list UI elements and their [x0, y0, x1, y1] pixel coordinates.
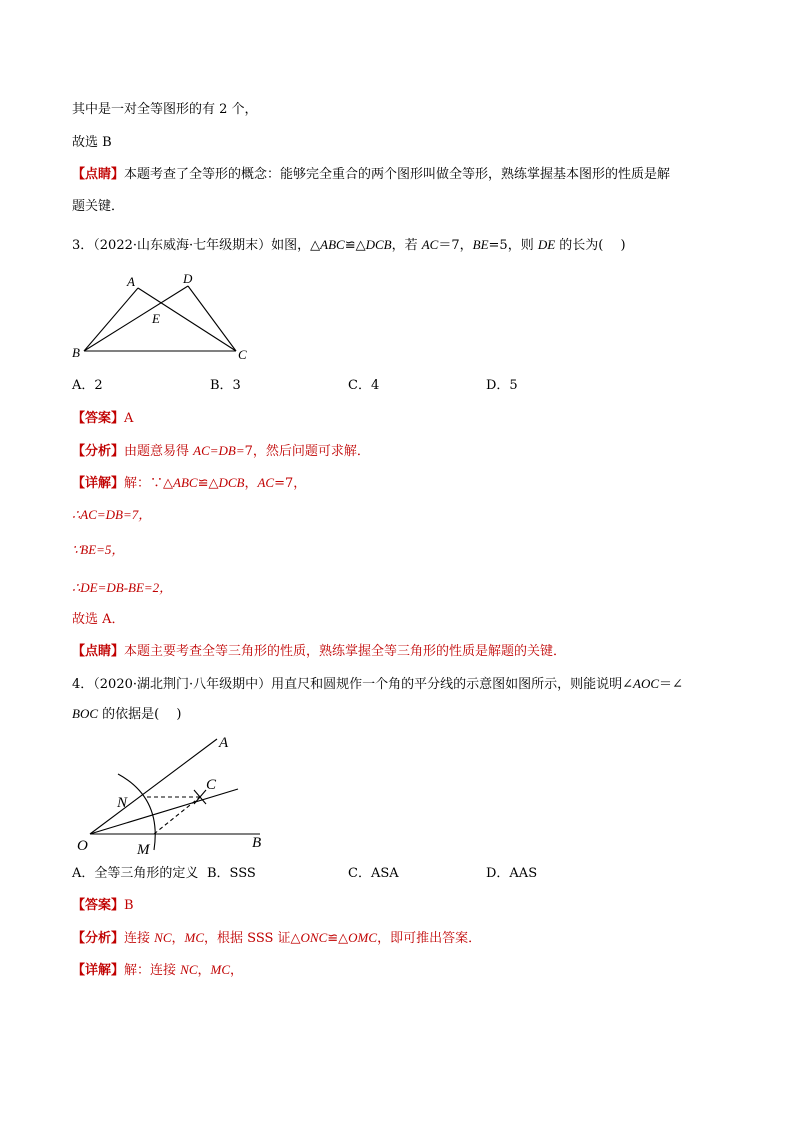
- detail-text: ，: [197, 963, 211, 978]
- math-var: NC: [154, 930, 172, 945]
- text-line: 故选 B: [72, 135, 112, 150]
- question-3-stem: [72, 236, 626, 255]
- segment-ba: [84, 288, 138, 351]
- stem-text: ，若: [391, 238, 422, 253]
- math-var: ABC: [173, 475, 198, 490]
- detail-text: 解：∵△: [124, 476, 174, 491]
- text-line: 其中是一对全等图形的有 2 个，: [72, 102, 258, 117]
- stem-text: 的依据是( ): [98, 707, 182, 722]
- analysis-tag: 【分析】: [72, 444, 125, 459]
- detail-text: =7，: [274, 476, 307, 491]
- solution-step: ∴DE=DB-BE=2，: [72, 580, 173, 595]
- answer-tag: 【答案】: [72, 411, 125, 426]
- math-var: DE: [537, 237, 556, 252]
- math-var: BE: [472, 237, 489, 252]
- stem-text: 用直尺和圆规作一个角的平分线的示意图如图所示，则能说明∠: [271, 677, 634, 692]
- triangle-figure: [60, 262, 260, 362]
- tip-text: 本题考查了全等形的概念：能够完全重合的两个图形叫做全等形，熟练掌握基本图形的性质是解: [124, 167, 671, 182]
- option-c[interactable]: C．ASA: [348, 866, 399, 881]
- analysis-text: 7，然后问题可求解．: [244, 444, 370, 459]
- math-var: NC: [180, 962, 198, 977]
- question-4-stem: [72, 675, 683, 694]
- analysis-text: ，即可推出答案．: [377, 931, 482, 946]
- tip-paragraph: [72, 166, 670, 184]
- segment-cd: [188, 286, 236, 351]
- label-n: N: [117, 795, 128, 811]
- option-d[interactable]: D．5: [486, 378, 518, 393]
- analysis-text: ，: [171, 931, 185, 946]
- tip-tag: 【点睛】: [72, 167, 125, 182]
- stem-text: ＝7，: [438, 238, 473, 253]
- detail-line: [72, 961, 243, 980]
- math-var: OMC: [348, 930, 378, 945]
- label-m: M: [137, 842, 150, 858]
- math-var: ONC: [300, 930, 328, 945]
- arc-mn: [118, 774, 155, 850]
- option-a[interactable]: A．全等三角形的定义: [72, 866, 199, 881]
- option-b[interactable]: B．3: [210, 378, 241, 393]
- detail-text: 解：连接: [124, 963, 181, 978]
- detail-text: ≌△: [197, 476, 219, 491]
- solution-step: ∴AC=DB=7，: [72, 507, 152, 522]
- label-o: O: [77, 838, 88, 854]
- option-d[interactable]: D．AAS: [486, 866, 538, 881]
- analysis-text: ，根据 SSS 证△: [204, 931, 301, 946]
- math-var: AOC: [633, 676, 660, 691]
- answer-line: [72, 897, 134, 915]
- answer-line: [72, 410, 133, 428]
- analysis-text: ≌△: [327, 931, 349, 946]
- ray-oc: [90, 789, 238, 834]
- analysis-text: 连接: [124, 931, 155, 946]
- math-var: AC=DB=: [193, 443, 245, 458]
- label-d: D: [183, 271, 193, 286]
- label-b: B: [252, 835, 262, 851]
- analysis-line: [72, 929, 481, 948]
- label-a: A: [127, 274, 135, 289]
- stem-text: =5，则: [488, 238, 538, 253]
- question-source: （2022·山东威海·七年级期末）: [93, 238, 272, 253]
- segment-mc: [154, 797, 200, 834]
- math-var: MC: [184, 930, 205, 945]
- analysis-text: 由题意易得: [124, 444, 194, 459]
- stem-text: ＝∠: [659, 677, 683, 692]
- option-b[interactable]: B．SSS: [207, 866, 256, 881]
- label-e: E: [152, 311, 160, 326]
- label-c: C: [206, 777, 217, 793]
- question-4-stem-cont: [72, 705, 181, 724]
- detail-tag: 【详解】: [72, 963, 125, 978]
- angle-bisector-figure: [70, 728, 280, 858]
- question-number: 4．: [72, 677, 94, 692]
- detail-text: ，: [230, 963, 244, 978]
- label-b: B: [72, 345, 80, 360]
- analysis-line: [72, 442, 370, 461]
- answer-tag: 【答案】: [72, 898, 125, 913]
- tip-paragraph: [72, 643, 566, 661]
- tip-tag: 【点睛】: [72, 644, 125, 659]
- solution-step: 故选 A．: [72, 612, 125, 627]
- option-a[interactable]: A．2: [72, 378, 103, 393]
- analysis-tag: 【分析】: [72, 931, 125, 946]
- math-var: DCB: [365, 237, 392, 252]
- option-c[interactable]: C．4: [348, 378, 380, 393]
- label-c: C: [238, 347, 247, 362]
- math-var: MC: [210, 962, 231, 977]
- answer-value: A: [124, 411, 134, 426]
- question-number: 3．: [72, 238, 94, 253]
- segment-db: [84, 286, 188, 351]
- stem-text: ≌△: [344, 238, 366, 253]
- detail-text: ，: [244, 476, 258, 491]
- detail-line: [72, 474, 306, 493]
- detail-tag: 【详解】: [72, 476, 125, 491]
- stem-text: 的长为( ): [555, 238, 626, 253]
- tip-text: 本题主要考查全等三角形的性质，熟练掌握全等三角形的性质是解题的关键．: [124, 644, 567, 659]
- label-a: A: [219, 735, 229, 751]
- math-var: AC: [421, 237, 439, 252]
- text-line: 题关键．: [72, 199, 125, 214]
- math-var: ABC: [320, 237, 345, 252]
- answer-value: B: [124, 898, 134, 913]
- stem-text: 如图，△: [271, 238, 321, 253]
- math-var: AC: [257, 475, 275, 490]
- math-var: DCB: [218, 475, 245, 490]
- question-source: （2020·湖北荆门·八年级期中）: [93, 677, 272, 692]
- solution-step: ∵BE=5，: [72, 542, 125, 557]
- math-var: BOC: [72, 706, 98, 721]
